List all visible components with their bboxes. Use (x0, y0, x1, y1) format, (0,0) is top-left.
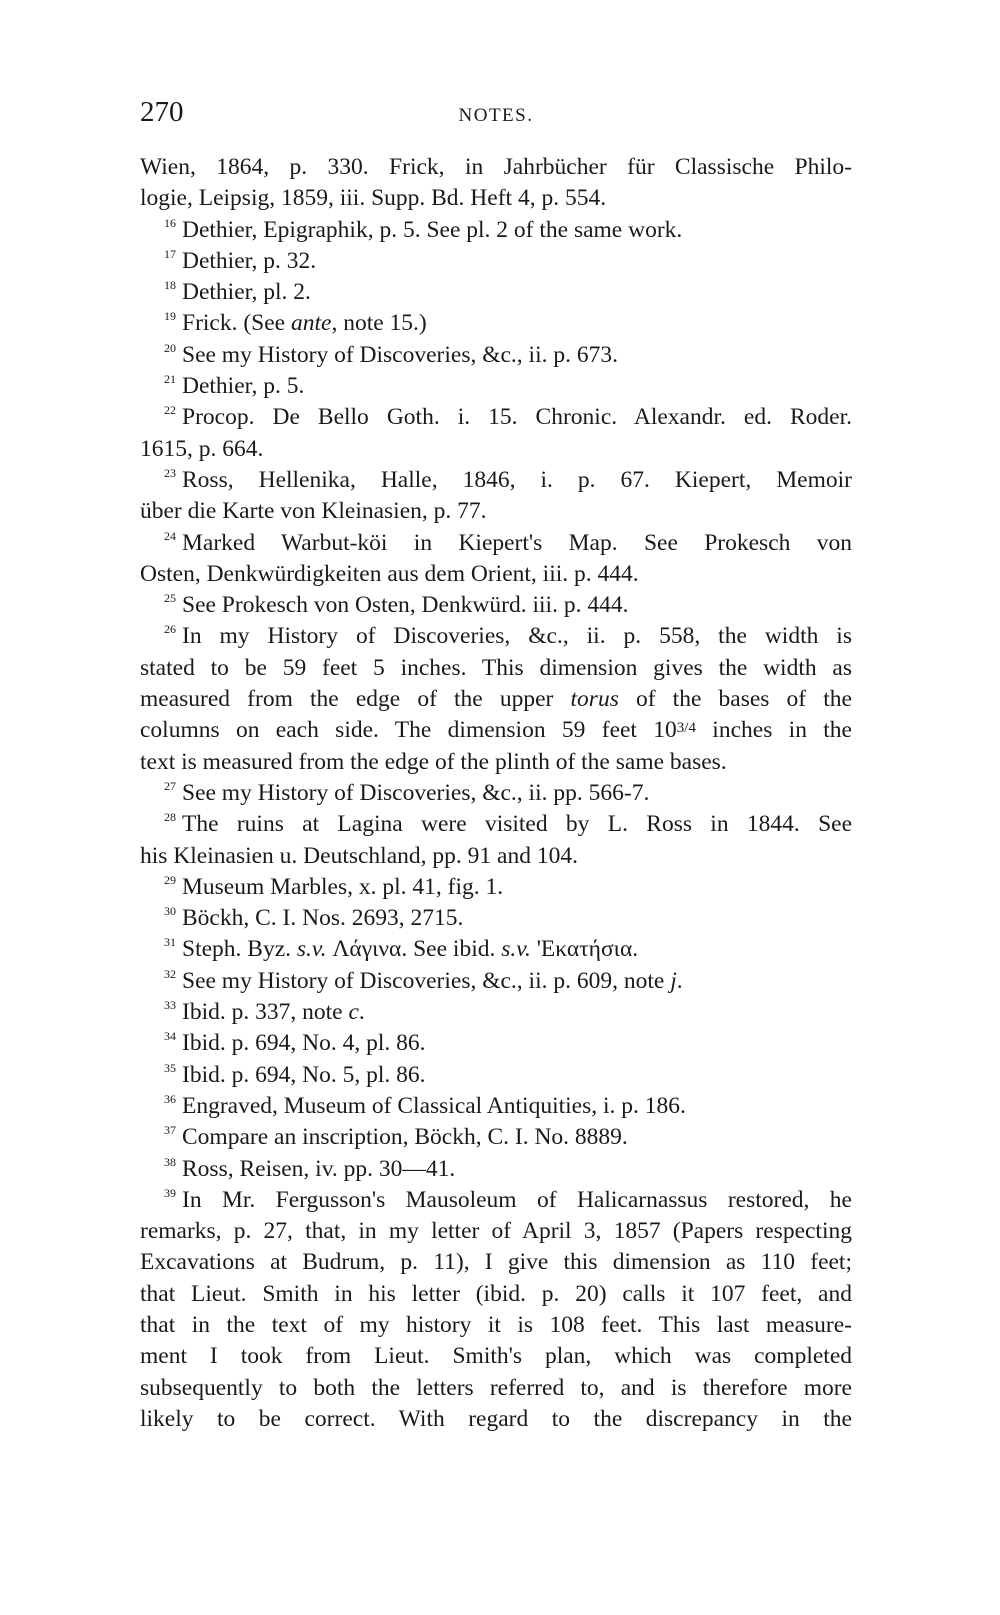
note-text: text is measured from the edge of the plinth of the same bases. (140, 748, 727, 775)
footnote-line (140, 308, 852, 339)
continuation-line (140, 1341, 852, 1372)
footnote-line (140, 934, 852, 965)
note-text: Wien, 1864, p. 330. Frick, in Jahrbücher für Classische Philo- (140, 154, 852, 180)
footnote-number: 17 (164, 246, 176, 261)
note-text: The ruins at Lagina were visited by L. Ross in 1844. See (182, 811, 852, 838)
note-text: remarks, p. 27, that, in my letter of April 3, 1857 (Papers respecting (140, 1218, 852, 1245)
footnote-number: 38 (164, 1154, 176, 1169)
notes-body (140, 152, 852, 1435)
note-text: Dethier, pl. 2. (182, 279, 311, 306)
continuation-line (140, 1279, 852, 1310)
footnote-line (140, 402, 852, 433)
continuation-line (140, 1216, 852, 1247)
continuation-line (140, 653, 852, 684)
footnote-line (140, 778, 852, 809)
footnote-number: 25 (164, 591, 176, 606)
footnote-line (140, 340, 852, 371)
continuation-line (140, 1373, 852, 1404)
footnote-number: 27 (164, 778, 176, 793)
continuation-line (140, 434, 852, 465)
footnote-number: 34 (164, 1029, 176, 1044)
footnote-line (140, 621, 852, 652)
footnote-number: 39 (164, 1185, 176, 1200)
footnote-number: 28 (164, 810, 176, 825)
running-head: NOTES. (458, 105, 534, 126)
note-text: Dethier, Epigraphik, p. 5. See pl. 2 of the same work. (182, 216, 683, 243)
footnote-number: 21 (164, 372, 176, 387)
italic-text: ante (291, 310, 332, 337)
footnote-number: 19 (164, 309, 176, 324)
page-header (140, 92, 852, 132)
footnote-line (140, 809, 852, 840)
note-text: ment I took from Lieut. Smith's plan, which was completed (140, 1343, 852, 1370)
note-text: subsequently to both the letters referred to, and is therefore more (140, 1374, 852, 1401)
note-text: likely to be correct. With regard to the discrepancy in the (140, 1405, 852, 1432)
note-text: Marked Warbut-köi in Kiepert's Map. See Prokesch von (182, 529, 852, 556)
note-text: Steph. Byz. (182, 936, 297, 963)
note-text: . (358, 999, 365, 1026)
note-text: Dethier, p. 5. (182, 373, 305, 400)
footnote-line (140, 997, 852, 1028)
note-text: Compare an inscription, Böckh, C. I. No. 8889. (182, 1124, 628, 1151)
italic-text: s.v. (501, 936, 531, 963)
continuation-line (140, 183, 852, 214)
footnote-line (140, 1091, 852, 1122)
continuation-line (140, 152, 852, 183)
footnote-number: 22 (164, 403, 176, 418)
note-text: that in the text of my history it is 108 feet. This last measure- (140, 1311, 852, 1338)
note-text: inches in the (695, 717, 852, 744)
footnote-line (140, 1060, 852, 1091)
note-text: Ibid. p. 694, No. 5, pl. 86. (182, 1061, 426, 1088)
note-text: See my History of Discoveries, &c., ii. p. 673. (182, 341, 618, 368)
footnote-number: 33 (164, 998, 176, 1013)
note-text: Ibid. p. 694, No. 4, pl. 86. (182, 1030, 426, 1057)
note-text: In Mr. Fergusson's Mausoleum of Halicarnassus restored, he (182, 1186, 852, 1213)
continuation-line (140, 715, 852, 746)
footnote-number: 32 (164, 966, 176, 981)
continuation-line (140, 1247, 852, 1278)
note-text: that Lieut. Smith in his letter (ibid. p. 20) calls it 107 feet, and (140, 1280, 852, 1307)
note-text: , note 15.) (331, 310, 427, 337)
footnote-line (140, 1185, 852, 1216)
continuation-line (140, 1404, 852, 1435)
footnote-line (140, 590, 852, 621)
note-text: Excavations at Budrum, p. 11), I give this dimension as 110 feet; (140, 1249, 852, 1276)
footnote-number: 20 (164, 340, 176, 355)
footnote-number: 37 (164, 1123, 176, 1138)
note-text: See my History of Discoveries, &c., ii. pp. 566-7. (182, 779, 650, 806)
note-text: his Kleinasien u. Deutschland, pp. 91 and 104. (140, 842, 578, 869)
note-text: columns on each side. The dimension 59 feet 10 (140, 717, 677, 744)
footnote-line (140, 1122, 852, 1153)
footnote-number: 18 (164, 278, 176, 293)
footnote-line (140, 528, 852, 559)
footnote-line (140, 215, 852, 246)
footnote-number: 24 (164, 528, 176, 543)
italic-text: c (348, 999, 359, 1026)
footnote-line (140, 872, 852, 903)
italic-text: torus (570, 686, 619, 713)
footnote-line (140, 1154, 852, 1185)
footnote-number: 31 (164, 935, 176, 950)
note-text: of the bases of the (618, 686, 852, 713)
note-text: . (676, 967, 683, 994)
footnote-line (140, 1028, 852, 1059)
footnote-number: 36 (164, 1091, 176, 1106)
footnote-number: 23 (164, 465, 176, 480)
footnote-number: 30 (164, 904, 176, 919)
footnote-number: 26 (164, 622, 176, 637)
italic-text: s.v. (296, 936, 327, 963)
footnote-line (140, 371, 852, 402)
note-text: measured from the edge of the upper (140, 686, 571, 713)
footnote-line (140, 903, 852, 934)
footnote-number: 29 (164, 872, 176, 887)
note-text: logie, Leipsig, 1859, iii. Supp. Bd. Heft 4, p. 554. (140, 185, 607, 212)
continuation-line (140, 496, 852, 527)
note-text: stated to be 59 feet 5 inches. This dimension gives the width as (140, 654, 852, 681)
note-text: Museum Marbles, x. pl. 41, fig. 1. (182, 873, 504, 900)
note-text: über die Karte von Kleinasien, p. 77. (140, 498, 487, 525)
italic-text: j (670, 967, 677, 994)
note-text: Osten, Denkwürdigkeiten aus dem Orient, iii. p. 444. (140, 560, 639, 587)
note-text: In my History of Discoveries, &c., ii. p. 558, the width is (182, 623, 852, 650)
note-text: Ibid. p. 337, note (182, 999, 349, 1026)
note-text: Frick. (See (182, 310, 291, 337)
note-text: Ross, Hellenika, Halle, 1846, i. p. 67. Kiepert, Memoir (182, 466, 852, 493)
footnote-number: 35 (164, 1060, 176, 1075)
note-text: Engraved, Museum of Classical Antiquities, i. p. 186. (182, 1092, 686, 1119)
note-text: Procop. De Bello Goth. i. 15. Chronic. Alexandr. ed. Roder. (182, 404, 852, 431)
continuation-line (140, 559, 852, 590)
note-text: See Prokesch von Osten, Denkwürd. iii. p. 444. (182, 592, 629, 619)
note-text: See my History of Discoveries, &c., ii. p. 609, note (182, 967, 671, 994)
footnote-line (140, 465, 852, 496)
continuation-line (140, 747, 852, 778)
continuation-line (140, 1310, 852, 1341)
note-text: 1615, p. 664. (140, 435, 264, 462)
footnote-line (140, 966, 852, 997)
footnote-number: 16 (164, 215, 176, 230)
note-text: Dethier, p. 32. (182, 247, 317, 274)
continuation-line (140, 841, 852, 872)
note-text: Ross, Reisen, iv. pp. 30—41. (182, 1155, 456, 1182)
fraction: 3/4 (676, 720, 696, 737)
footnote-line (140, 277, 852, 308)
continuation-line (140, 684, 852, 715)
note-text: 'Εκατήσια. (530, 936, 639, 963)
footnote-line (140, 246, 852, 277)
note-text: Böckh, C. I. Nos. 2693, 2715. (182, 905, 464, 932)
note-text: Λάγινα. See ibid. (326, 936, 502, 963)
page-number: 270 (140, 96, 184, 128)
